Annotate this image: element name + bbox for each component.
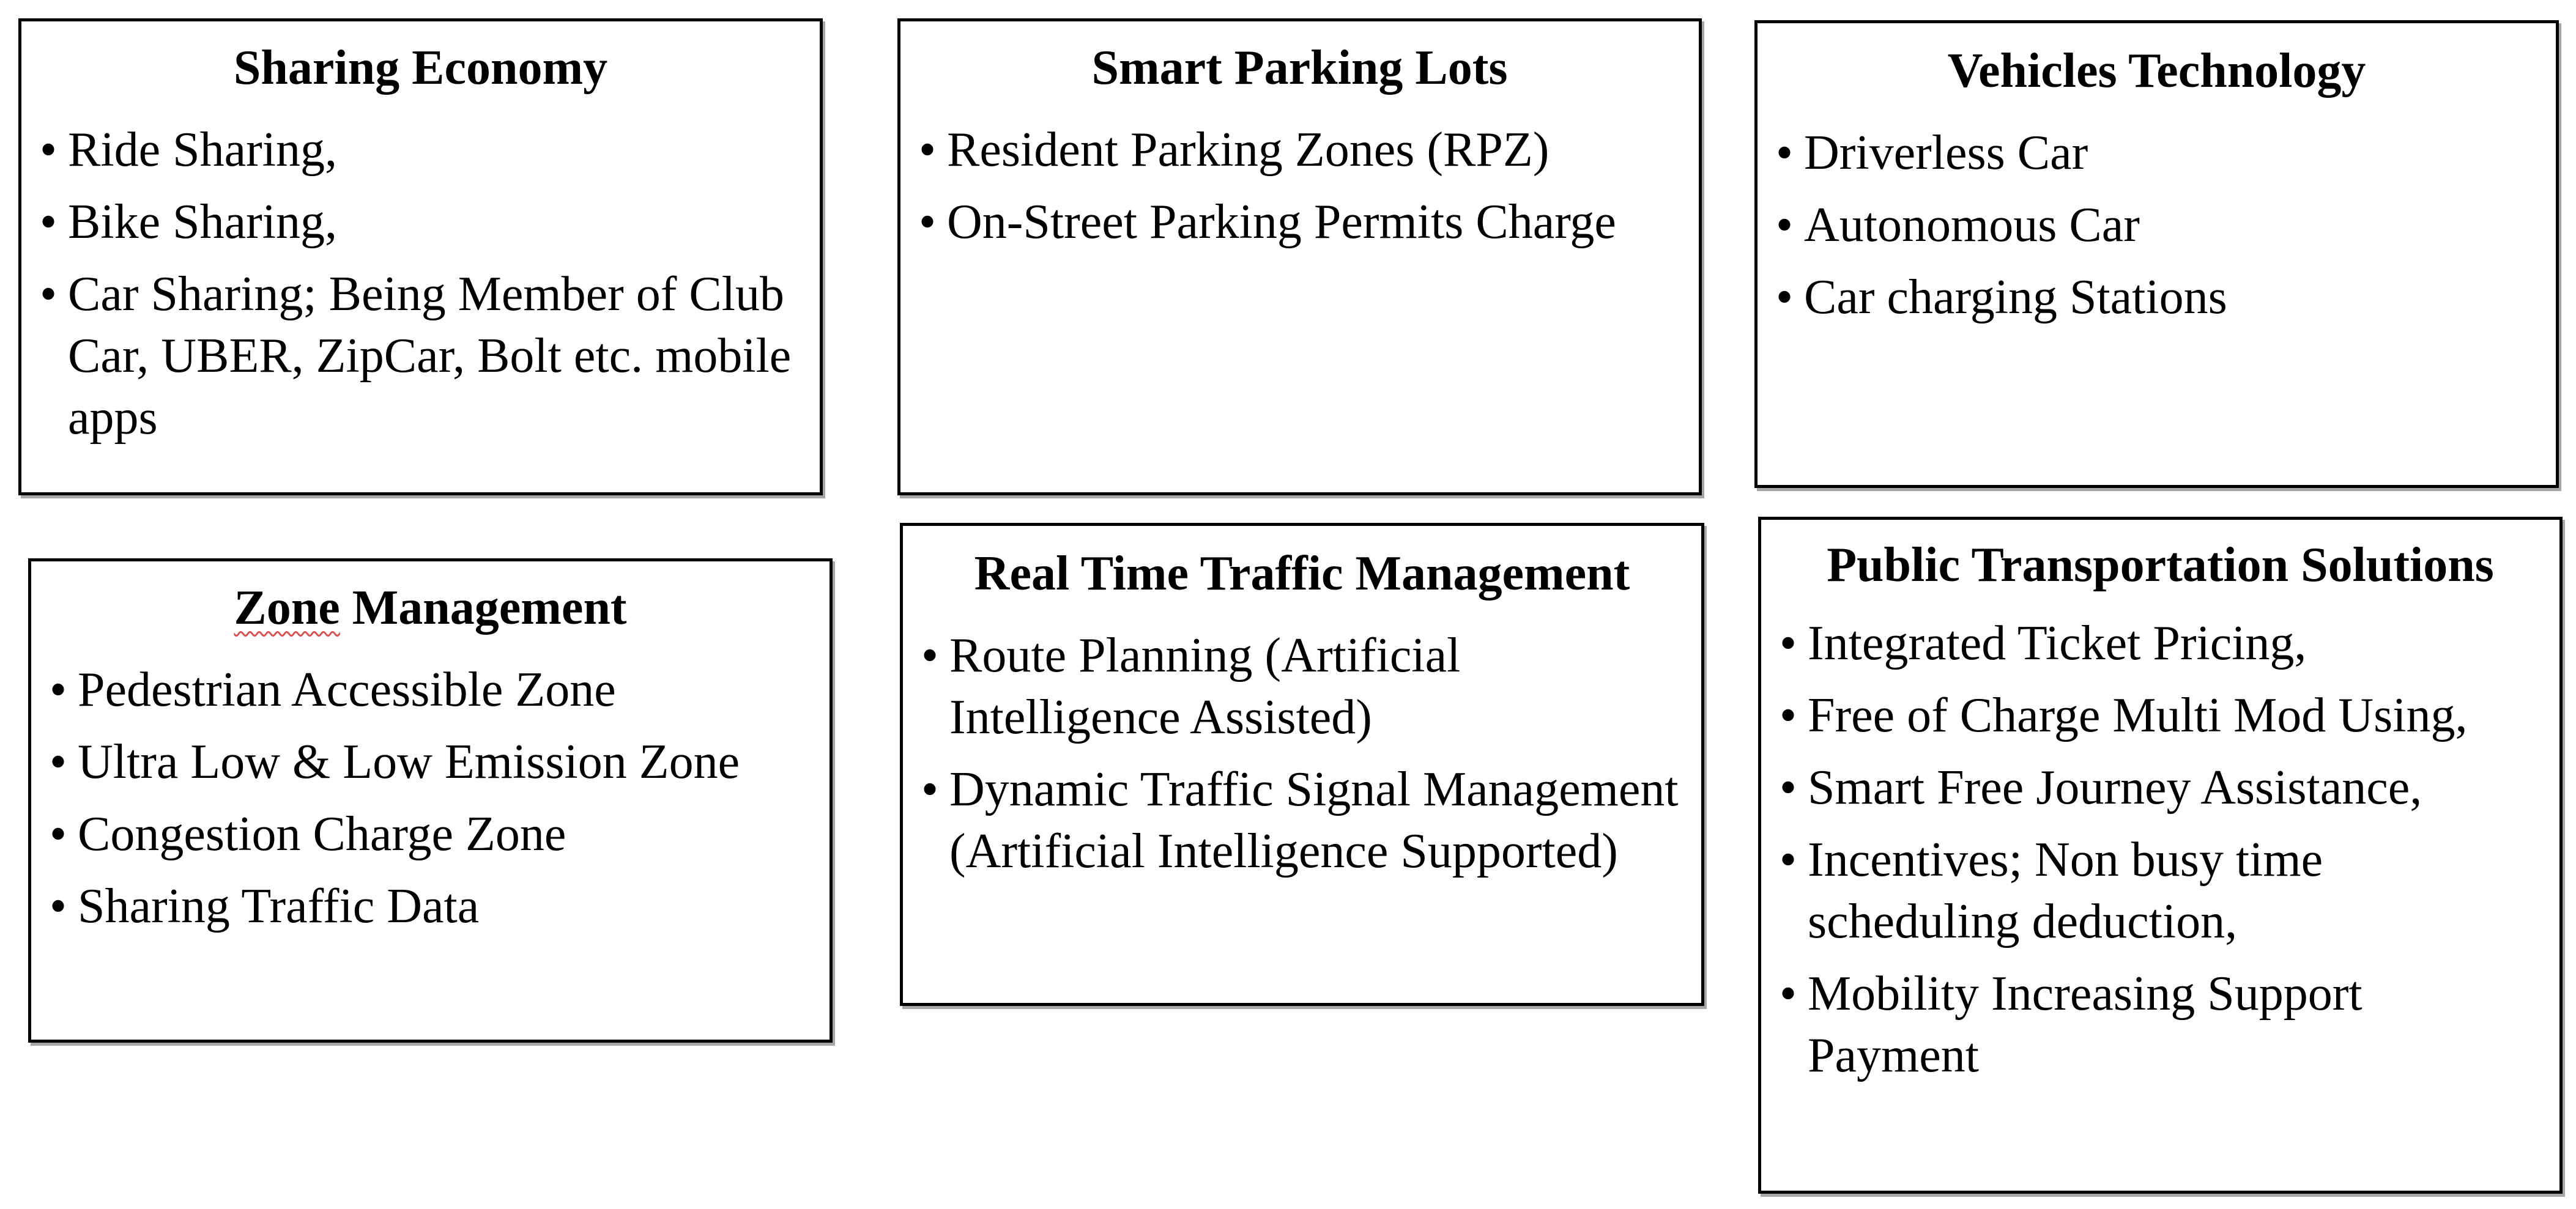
smart-parking-title: Smart Parking Lots [1091, 41, 1508, 95]
list-item: • Pedestrian Accessible Zone [50, 659, 811, 721]
smart-parking-list [900, 97, 1699, 253]
bullet-icon: • [40, 267, 58, 321]
traffic-management-list [903, 603, 1701, 882]
traffic-management-title: Real Time Traffic Management [974, 547, 1630, 601]
list-item: • Ultra Low & Low Emission Zone [50, 731, 811, 793]
list-item: • Incentives; Non busy time scheduling deduction, [1780, 829, 2541, 953]
bullet-icon: • [40, 195, 58, 249]
bullet-icon: • [50, 879, 67, 933]
smart-parking-box [897, 18, 1702, 495]
bullet-icon: • [50, 663, 67, 717]
public-transportation-title: Public Transportation Solutions [1827, 538, 2494, 592]
list-item: • Sharing Traffic Data [50, 876, 811, 937]
list-item: • Congestion Charge Zone [50, 804, 811, 865]
public-transportation-list [1761, 594, 2559, 1087]
list-item: • Bike Sharing, [40, 191, 801, 253]
public-transportation-box [1758, 517, 2563, 1194]
list-item: • Free of Charge Multi Mod Using, [1780, 685, 2541, 747]
bullet-icon: • [921, 629, 939, 682]
list-item: • Smart Free Journey Assistance, [1780, 757, 2541, 819]
zone-management-title-underlined: Zone [234, 581, 340, 635]
list-item: • Autonomous Car [1776, 194, 2537, 256]
sharing-economy-box [18, 18, 823, 495]
list-item: • Integrated Ticket Pricing, [1780, 613, 2541, 675]
bullet-icon: • [1780, 833, 1797, 887]
zone-management-title-rest: Management [340, 581, 627, 635]
vehicles-technology-list [1758, 100, 2556, 328]
bullet-icon: • [1776, 270, 1794, 324]
bullet-icon: • [1780, 616, 1797, 670]
vehicles-technology-title: Vehicles Technology [1947, 44, 2366, 98]
bullet-icon: • [1780, 689, 1797, 742]
bullet-icon: • [50, 807, 67, 861]
sharing-economy-title: Sharing Economy [233, 41, 608, 95]
bullet-icon: • [1780, 967, 1797, 1021]
bullet-icon: • [1780, 761, 1797, 815]
bullet-icon: • [50, 735, 67, 789]
sharing-economy-list [21, 97, 820, 449]
vehicles-technology-box [1754, 20, 2559, 488]
list-item: • Driverless Car [1776, 122, 2537, 184]
bullet-icon: • [40, 123, 58, 177]
list-item: • Route Planning (Artificial Intelligence Assisted) [921, 625, 1683, 749]
bullet-icon: • [921, 763, 939, 816]
list-item: • Mobility Increasing Support Payment [1780, 963, 2541, 1087]
bullet-icon: • [1776, 126, 1794, 180]
list-item: • On-Street Parking Permits Charge [919, 191, 1680, 253]
zone-management-title [31, 561, 830, 637]
list-item: • Ride Sharing, [40, 119, 801, 181]
list-item: • Car Sharing; Being Member of Club Car, UBER, ZipCar, Bolt etc. mobile apps [40, 264, 801, 449]
list-item: • Resident Parking Zones (RPZ) [919, 119, 1680, 181]
bullet-icon: • [919, 123, 937, 177]
bullet-icon: • [1776, 198, 1794, 252]
list-item: • Dynamic Traffic Signal Management (Artificial Intelligence Supported) [921, 759, 1683, 882]
zone-management-box [28, 558, 833, 1043]
zone-management-list [31, 637, 830, 937]
bullet-icon: • [919, 195, 937, 249]
list-item: • Car charging Stations [1776, 267, 2537, 328]
traffic-management-box [900, 523, 1704, 1006]
